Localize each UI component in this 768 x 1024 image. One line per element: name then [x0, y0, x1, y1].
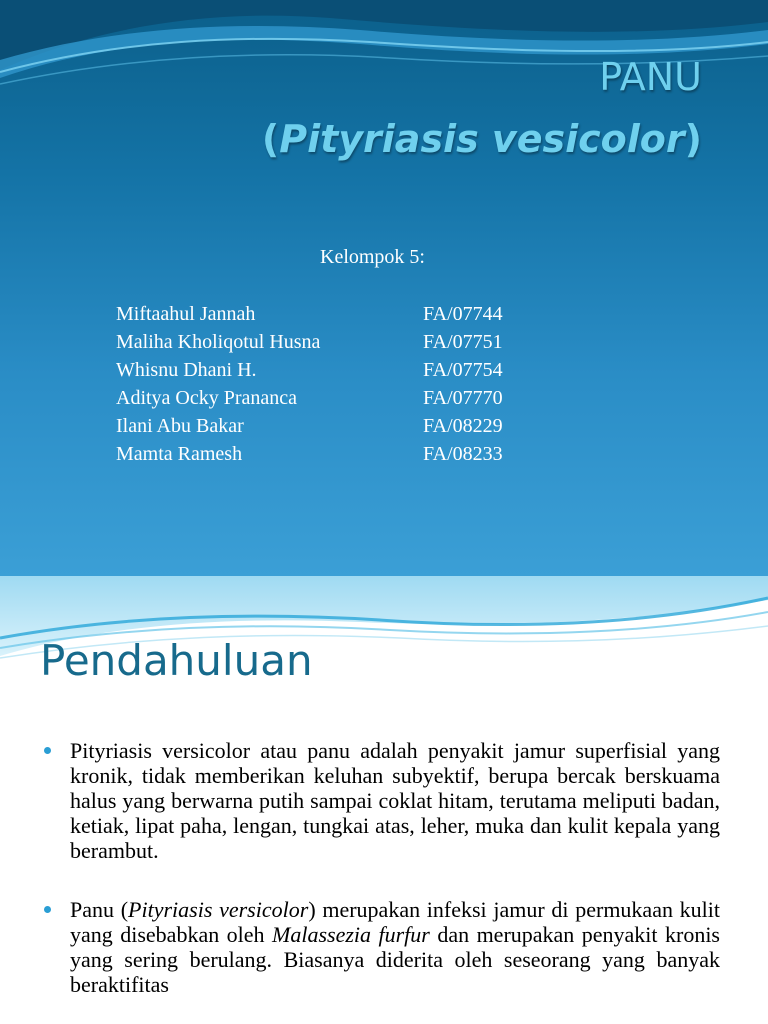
content-slide	[0, 576, 768, 1024]
member-name: Mamta Ramesh	[116, 443, 243, 465]
member-name: Whisnu Dhani H.	[116, 359, 257, 381]
title-line-2: (Pityriasis vesicolor)	[261, 117, 702, 161]
latin-name: Malassezia furfur	[272, 922, 430, 947]
member-name: Miftaahul Jannah	[116, 303, 256, 325]
bullet-item	[44, 897, 720, 997]
bullet-text: Panu (Pityriasis versicolor) merupakan infeksi jamur di permukaan kulit yang disebabkan oleh Malassezia furfur dan merupakan penyakit kronis yang sering berulang. Biasanya diderita oleh seseorang yang banyak beraktifitas	[70, 897, 721, 997]
member-id: FA/08233	[423, 443, 503, 465]
member-name: Maliha Kholiqotul Husna	[116, 331, 321, 353]
title-latin-name: Pityriasis vesicolor	[279, 117, 685, 161]
member-id: FA/07744	[423, 303, 503, 325]
title-line-1: PANU	[599, 55, 702, 99]
slide-title	[262, 46, 702, 170]
member-id: FA/08229	[423, 415, 503, 437]
member-id: FA/07751	[423, 331, 503, 353]
bullet-dot-icon	[44, 747, 51, 754]
group-label: Kelompok 5:	[320, 246, 425, 268]
bullet-dot-icon	[44, 906, 51, 913]
bullet-item	[44, 738, 720, 863]
section-title: Pendahuluan	[40, 636, 313, 685]
member-name: Ilani Abu Bakar	[116, 415, 244, 437]
member-name: Aditya Ocky Prananca	[116, 387, 298, 409]
bullet-list	[44, 738, 720, 1024]
latin-name: Pityriasis versicolor	[128, 897, 309, 922]
bullet-text: Pityriasis versicolor atau panu adalah penyakit jamur superfisial yang kronik, tidak memberikan keluhan subyektif, berupa bercak berskuama halus yang berwarna putih sampai coklat hitam, terutama meliputi badan, ketiak, lipat paha, lengan, tungkai atas, leher, muka dan kulit kepala yang berambut.	[70, 738, 720, 863]
member-id: FA/07754	[423, 359, 503, 381]
member-id: FA/07770	[423, 387, 503, 409]
